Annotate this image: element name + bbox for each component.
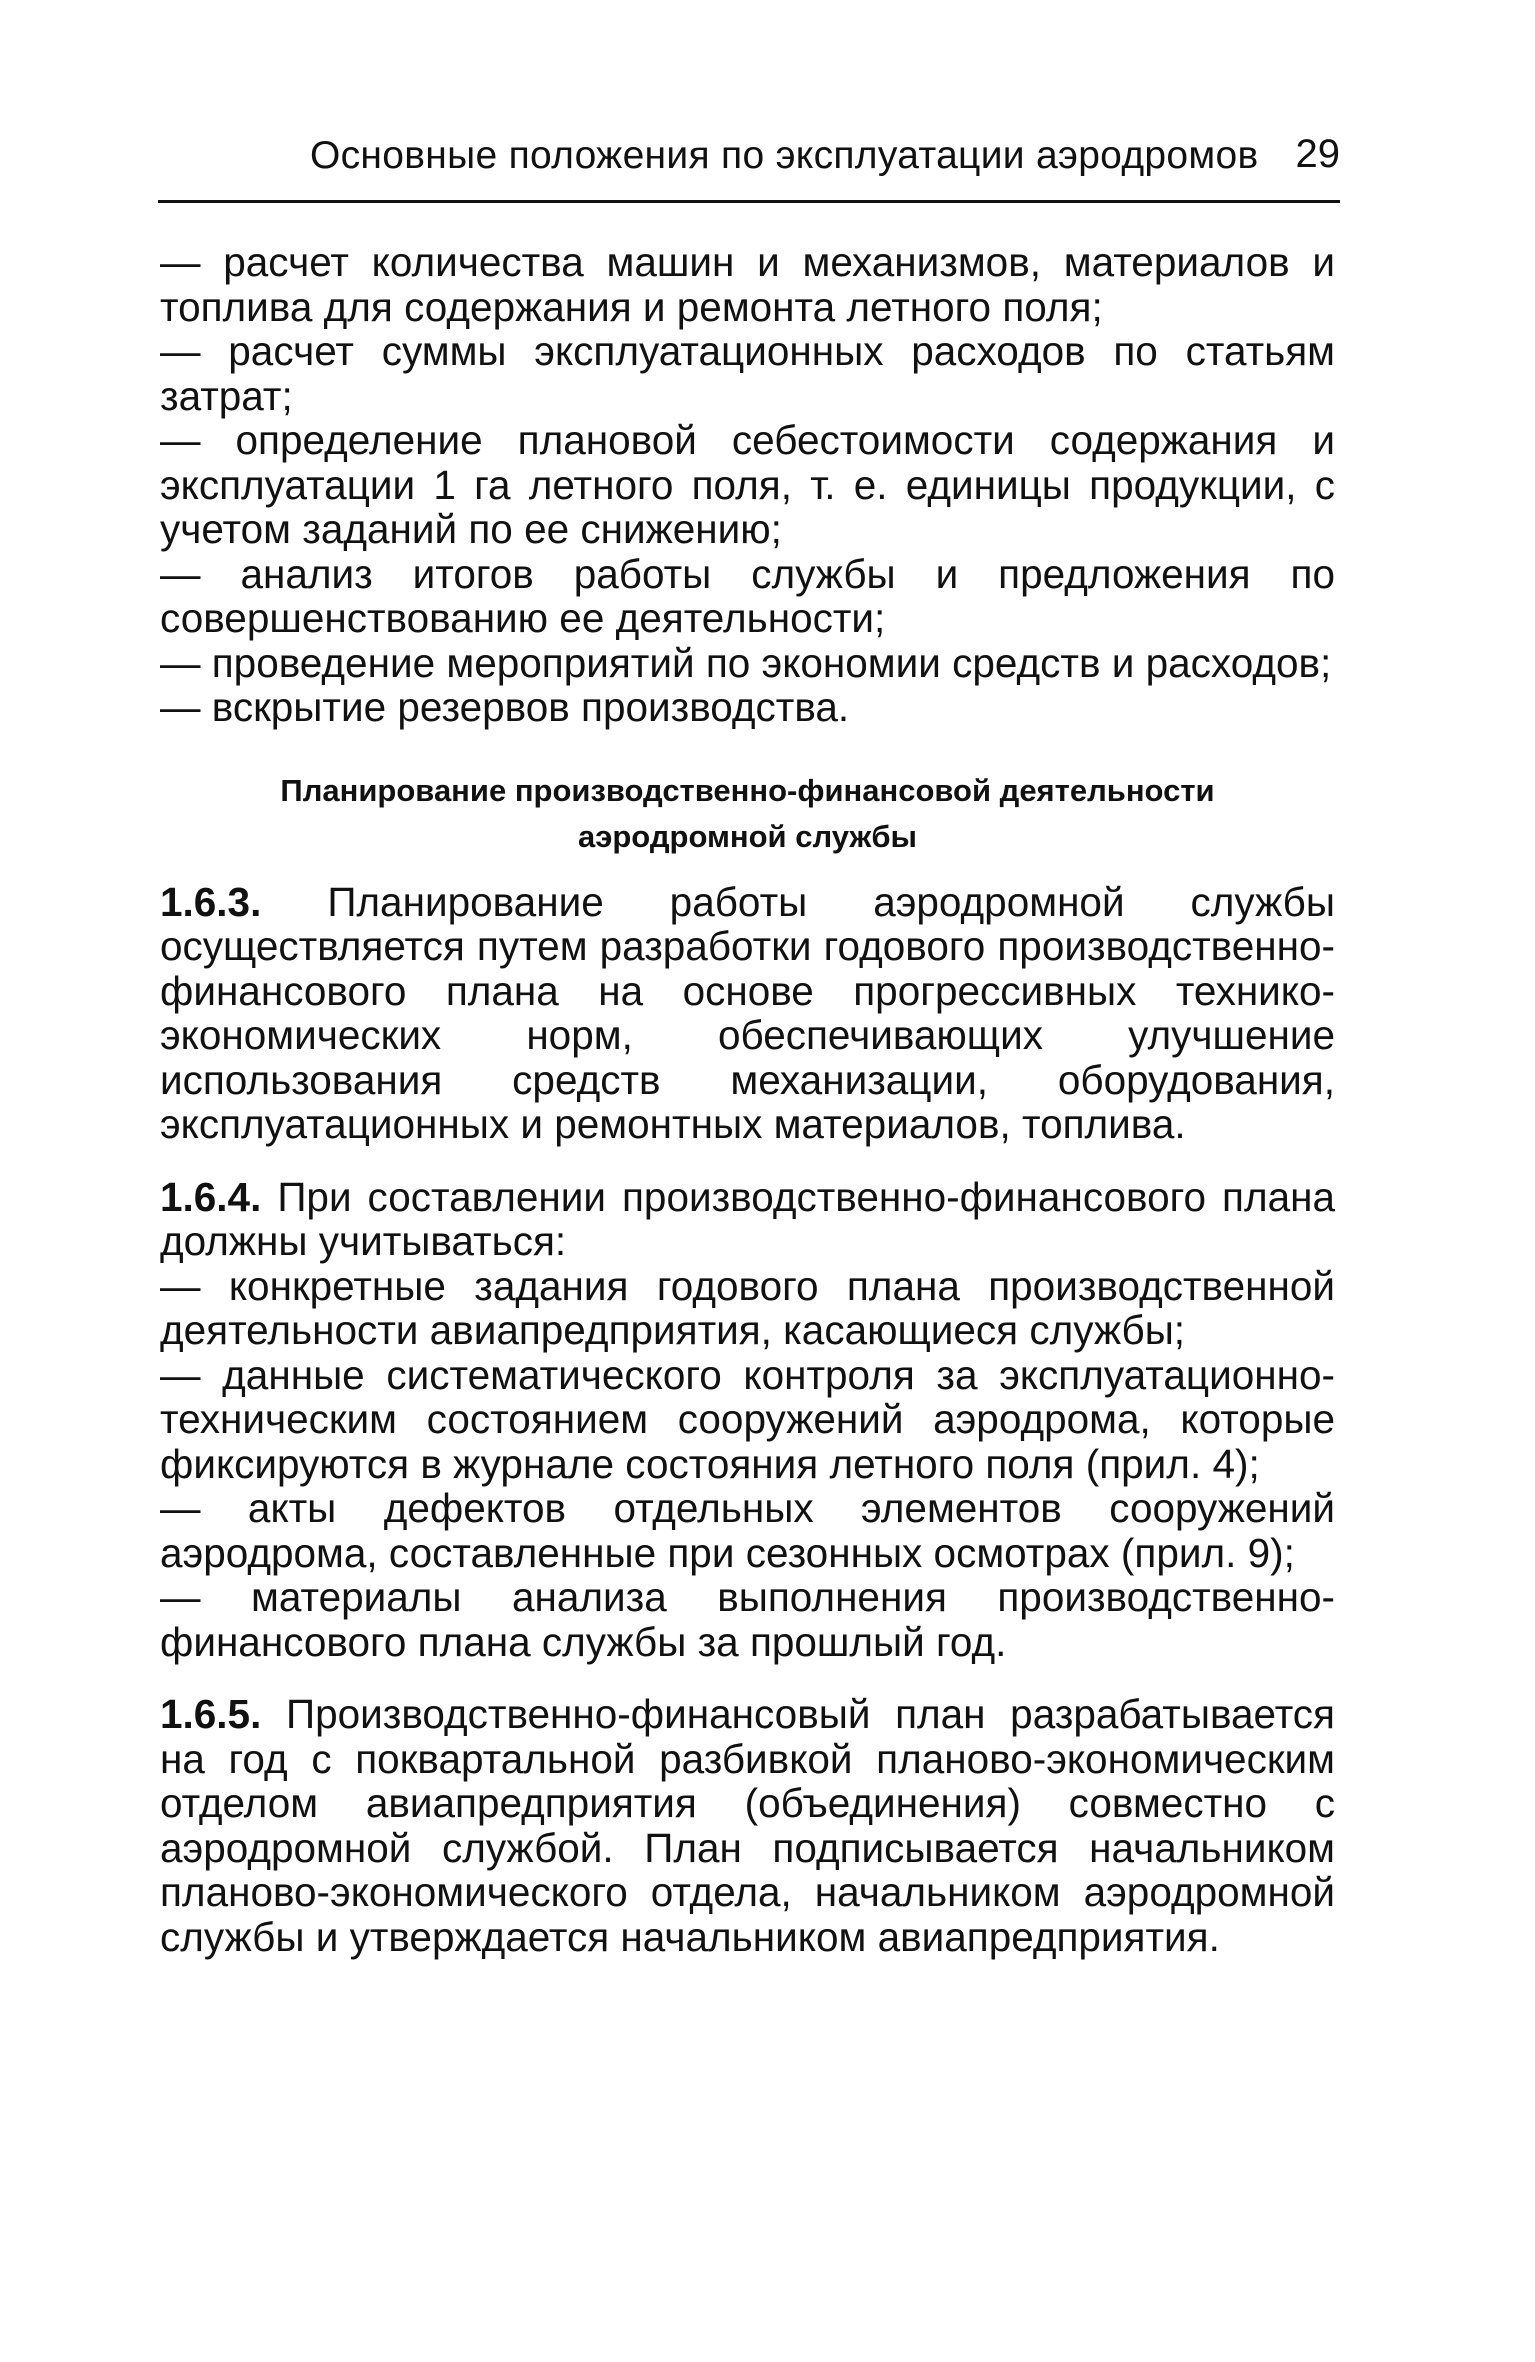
spacer — [160, 730, 1335, 768]
list-item: — данные систематического контроля за эксплуатационно-техническим состоянием сооружений аэродрома, которые фиксируются в журнале состояния летного поля (прил. 4); — [160, 1351, 1335, 1487]
spacer — [160, 1147, 1335, 1175]
list-item: — конкретные задания годового плана производственной деятельности авиапредприятия, касающиеся службы; — [160, 1262, 1335, 1353]
running-head — [160, 128, 1340, 188]
clause-number: 1.6.3. — [160, 878, 262, 925]
section-heading-line-2: аэродромной службы — [578, 818, 917, 854]
clause-number: 1.6.5. — [160, 1691, 262, 1737]
list-item: — определение плановой себестоимости содержания и эксплуатации 1 га летного поля, т. е. единицы продукции, с учетом заданий по ее снижению; — [160, 417, 1335, 552]
list-item: — проведение мероприятий по экономии средств и расходов; — [160, 639, 1332, 686]
list-item: — расчет суммы эксплуатационных расходов по статьям затрат; — [160, 328, 1335, 419]
page-number: 29 — [1295, 132, 1340, 176]
body-text — [160, 240, 1335, 1959]
clause-number: 1.6.4. — [160, 1173, 262, 1220]
section-heading-line-1: Планирование производственно-финансовой деятельности — [280, 772, 1215, 808]
clause-text: Планирование работы аэродромной службы осуществляется путем разработки годового производственно-финансового плана на основе прогрессивных технико-экономических норм, обеспечивающих улучшение использования средств механизации, оборудования, эксплуатационных и ремонтных материалов, топлива. — [160, 878, 1335, 1147]
clause-1-6-4 — [160, 1175, 1335, 1264]
spacer — [160, 860, 1335, 880]
running-title: Основные положения по эксплуатации аэродромов — [310, 134, 1259, 177]
clause-text: При составлении производственно-финансового плана должны учитываться: — [160, 1173, 1335, 1264]
clause-1-6-5 — [160, 1692, 1335, 1959]
list-item: — материалы анализа выполнения производственно-финансового плана службы за прошлый год. — [160, 1574, 1335, 1665]
list-item: — расчет количества машин и механизмов, материалов и топлива для содержания и ремонта летного поля; — [160, 239, 1335, 330]
header-rule — [158, 200, 1340, 203]
clause-text: Производственно-финансовый план разрабатывается на год с поквартальной разбивкой планово-экономическим отделом авиапредприятия (объединения) совместно с аэродромной службой. План подписывается начальником планово-экономического отдела, начальником аэродромной службы и утверждается начальником авиапредприятия. — [160, 1691, 1335, 1960]
list-item: — вскрытие резервов производства. — [160, 684, 850, 730]
list-item: — анализ итогов работы службы и предложения по совершенствованию ее деятельности; — [160, 550, 1335, 641]
list-item: — акты дефектов отдельных элементов сооружений аэродрома, составленные при сезонных осмотрах (прил. 9); — [160, 1485, 1335, 1576]
spacer — [160, 1664, 1335, 1692]
clause-1-6-3 — [160, 880, 1335, 1147]
section-heading — [160, 768, 1335, 860]
